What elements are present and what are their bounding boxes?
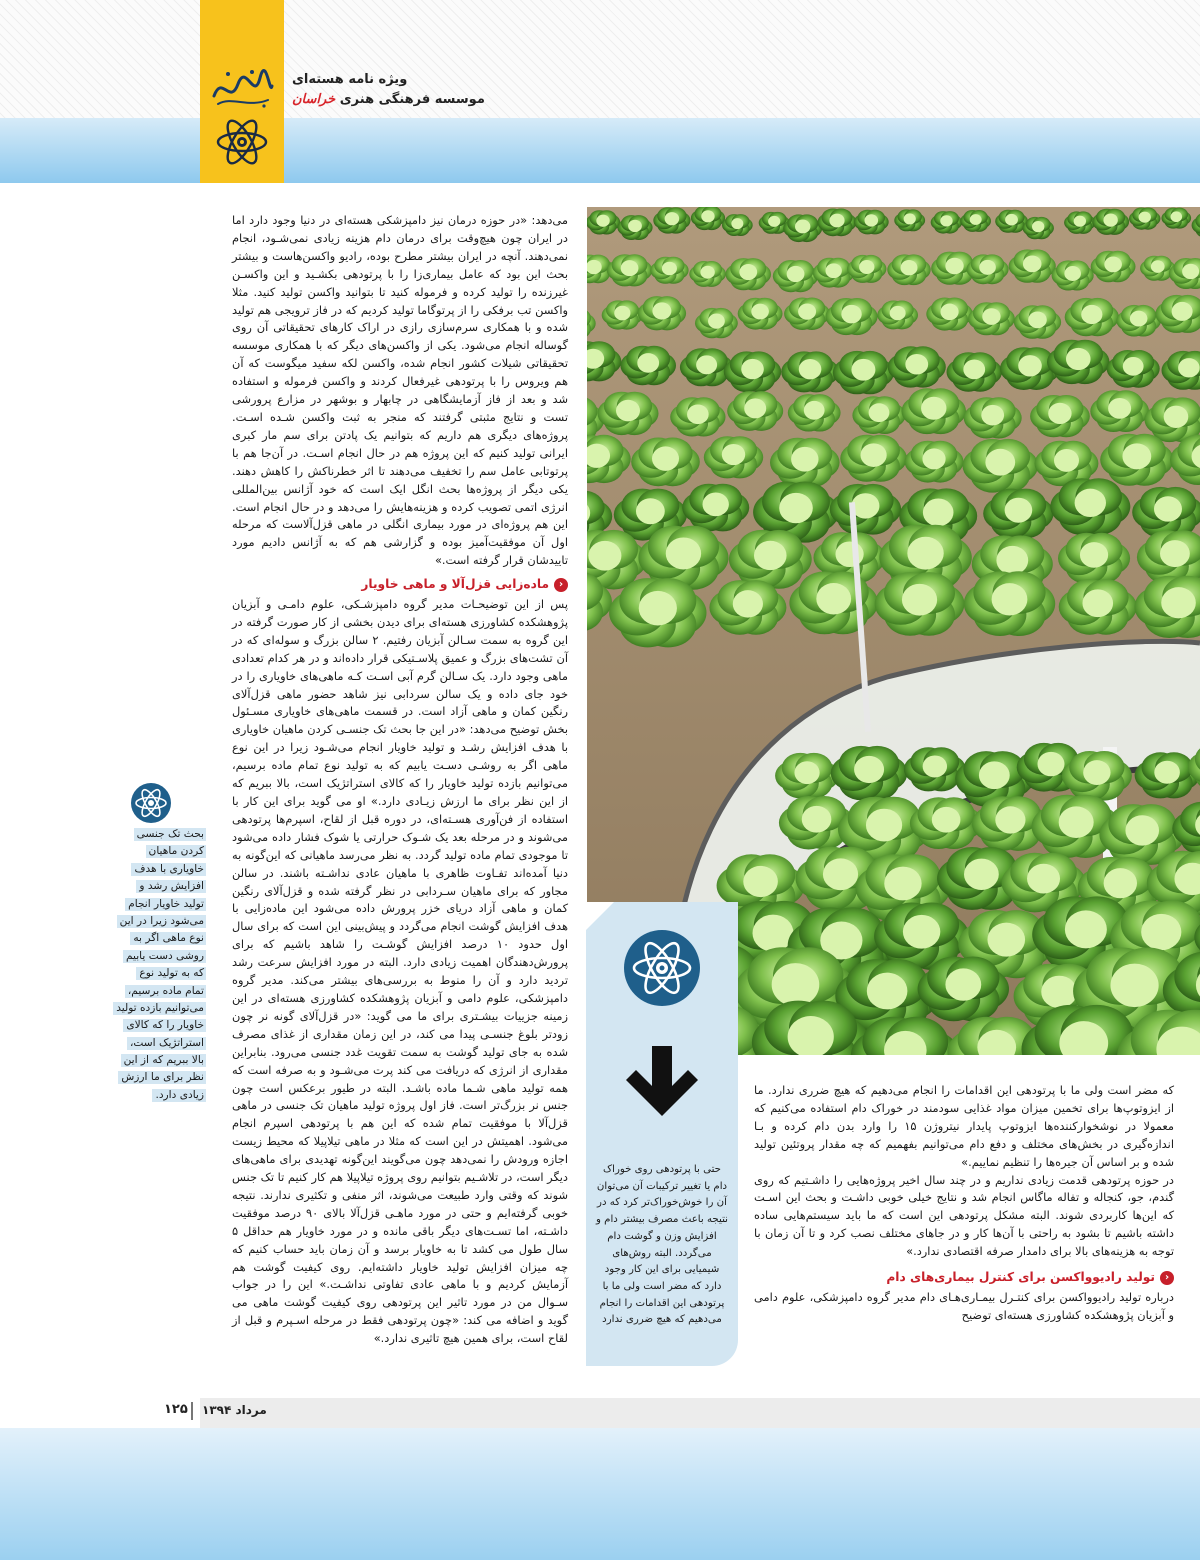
footer-divider (191, 1402, 193, 1420)
pull-quote-line (94, 1087, 206, 1104)
pull-quote-line (94, 1000, 206, 1017)
pull-quote-line (94, 965, 206, 982)
header-title: ویژه نامه هسته‌ای (292, 72, 408, 87)
pull-quote-line-text: بحث تک جنسی (134, 828, 206, 841)
chevron-left-icon: ‹ (554, 578, 568, 592)
pull-quote-line (94, 1069, 206, 1086)
chevron-left-icon: ‹ (1160, 1271, 1174, 1285)
section-heading-vaccine-text: تولید رادیوواکسن برای کنترل بیماری‌های دام (886, 1270, 1155, 1285)
pull-quote-line-text: روشی دست یابیم (123, 950, 206, 963)
main-article-column (232, 212, 568, 1348)
header-blue-strip (0, 118, 1200, 183)
pull-quote-line-text: خاویار را که کالای (123, 1019, 206, 1032)
pull-quote-line (94, 843, 206, 860)
pull-quote-line (94, 1017, 206, 1034)
header-subtitle-prefix: موسسه فرهنگی هنری (339, 92, 485, 107)
pull-quote-line-text: افزایش رشد و (136, 880, 206, 893)
pull-quote-line-text: کردن ماهیان (146, 845, 206, 858)
right-paragraph-1: که مضر است ولی ما با پرتودهی این اقدامات را انجام می‌دهیم که هیچ ضرری ندارد. ما از ایزوتوپ‌ها برای تخمین میزان مواد غذایی سودمند در خوراک دام استفاده می‌کنیم که معمولا در نوشخوارکننده‌ها ایزوتوپ پایدار نیتروژن ۱۵ را وارد بدن دام کرده و بـا اندازه‌گیری در بخش‌های مختلف و دفع دام می‌توانیم بفهمیم که چه مقدار پروتئین تولید شده و بر اساس آن جیره‌ها را تنظیم نماییم.» (754, 1083, 1174, 1169)
pull-quote-line (94, 878, 206, 895)
right-paragraph-3: درباره تولید رادیوواکسن برای کنتـرل بیمـاری‌هـای دام مدیر گروه دامپزشکی، علوم دامی و آبزیان پژوهشکده کشاورزی هسته‌ای توضیح (754, 1289, 1174, 1322)
pull-quote-line-text: که به تولید نوع (136, 967, 206, 980)
pull-quote-line-text: بالا ببریم که از این (121, 1054, 206, 1067)
section-heading-fish-text: ماده‌زایی قزل‌آلا و ماهی خاویار (361, 577, 549, 592)
logo-calligraphy (208, 66, 276, 110)
pull-quote-line-text: استراتژیک است، (127, 1037, 206, 1050)
pull-quote-line (94, 913, 206, 930)
pull-quote-line (94, 948, 206, 965)
section-heading-fish (232, 576, 568, 594)
page-number: ۱۲۵ (164, 1402, 188, 1417)
pull-quote-line-text: زیادی دارد. (152, 1089, 206, 1102)
pull-quote-line-text: تمام ماده برسیم، (125, 985, 206, 998)
issue-date: مرداد ۱۳۹۴ (202, 1403, 267, 1417)
footer-bar (200, 1398, 1200, 1428)
pull-quote-line-text: می‌توانیم بازده تولید (113, 1002, 206, 1015)
footer-blue-band (0, 1428, 1200, 1560)
pull-quote-line (94, 1052, 206, 1069)
right-paragraph-2: در حوزه پرتودهی قدمت زیادی نداریم و در چند سال اخیر پروژه‌هایی را داشـتیم که روی گندم، جو، کنجاله و تفاله ماگاس انجام شد و نتایج خیلی خوبی داشـت و بحث این اسـت که این‌ها کاربردی شوند. البته مشکل پرتودهی این است که ما باید سیستم‌هایی ساده داشته باشیم تا بشود به راحتی با آن‌ها کار و در جاهای مختلف نصب کرد و تا آن زمان با توجه به هزینه‌های بالا برای دامدار صرفه اقتصادی ندارد.» (754, 1172, 1174, 1259)
section-heading-vaccine (754, 1269, 1174, 1287)
pull-quote (94, 826, 206, 1104)
callout-corner-fold (586, 902, 614, 930)
magazine-logo-tab (200, 0, 284, 183)
arrow-down-icon (626, 1046, 698, 1120)
pull-quote-line-text: خاویاری با هدف (131, 863, 206, 876)
atom-icon (214, 114, 270, 170)
pull-quote-line (94, 896, 206, 913)
atom-icon (130, 782, 172, 824)
pull-quote-line-text: نظر برای ما ارزش (118, 1071, 206, 1084)
pull-quote-line (94, 826, 206, 843)
pull-quote-line-text: نوع ماهی اگر به (130, 932, 206, 945)
pull-quote-line (94, 1035, 206, 1052)
header-subtitle (292, 92, 485, 107)
main-paragraph-2: پس از این توضیحـات مدیر گروه دامپزشـکی، علوم دامـی و آبزیان پژوهشکده کشاورزی هسته‌ای برای دیدن بخشی از کار صورت گرفته در این گروه به سمت سـالن آبزیان رفتیم. ۲ سالن بزرگ و سوله‌ای که در آن تشت‌های بزرگ و عمیق پلاسـتیکی قرار داده‌اند و در هر کدام تعدادی ماهی وجود دارد. یک سـالن گرم آبی اسـت کـه ماهی‌های خاویاری را در خود جای داده و یک سالن سردابی نیز شاهد حضور ماهی قزل‌آلای رنگین کمان و ماهی آزاد است. در قسمت ماهی‌های خاویاری مسـئول بخش توضیح می‌دهد: «در این جا بحث تک جنسـی کردن ماهیان خاویاری با هدف افزایش رشـد و تولید خاویار انجام می‌شـود زیرا در این نوع ماهی اگر به روشـی دسـت یابیم که به تولید نوع تمام ماده برسیم، می‌توانیم بازده تولید خاویار را که کالای استراتژیک است، بالا ببریم که از این نظر برای ما ارزش زیـادی دارد.» او می گوید برای این کار با استفاده از فن‌آوری هسـته‌ای، در دوره قبل از لقاح، اسپرم‌ها پرتودهی می‌شوند و در مرحله بعد یک شـوک حرارتی یا شوک فشار داده می‌شود تا موجودی تمام ماده تولید گردد. به نظر می‌رسد ماهیانی که این‌گونه به دنیا آمده‌اند تفـاوت ظاهری با ماهیان عادی نداشـته باشند. در سالن مجاور که برای ماهیان سـردابی در نظر گرفته شده و قزل‌آلای رنگین کمان و ماهی آزاد دریای خزر پرورش داده می‌شود این ماده‌زایی با هدف افزایش گوشت انجام می‌گردد و پیش‌بینی این است که برای سال اول حدود ۱۰ درصد افزایش گوشـت را شاهد باشیم که برای پرورش‌دهندگان اهمیت زیادی دارد. البته در مورد افزایش سرعت رشد تردید دارد و آن را منوط به بررسی‌های بیشتر می‌کند. مدیر گروه دامپزشکی، علوم دامی و آبزیان پژوهشکده کشاورزی هسته‌ای در این زمینه جزییات بیشـتری برای ما می گوید: «در قزل‌آلای گونه نر چون زودتر بلوغ جنسـی پیدا می کند، در این زمان مقداری از غذای مصرف شده به جای تولید گوشت به سمت تقویت غدد جنسی می‌رود. بنابراین مقداری از انرژی که دریافت می کند پرت می‌شـود و به صرفه است که همه تولید ماهی شـما ماده باشـد. البته در طیور برعکس است چون جنس نر بزرگ‌تر است. فاز اول پروژه تولید ماهیان تک جنسی در ماهی قزل‌آلا با موفقیت تمام شده که این هم با پرتودهی اسپرم انجام می‌شود. اهمیتش در این است که مثلا در ماهی تیلاپیلا که محیط زیست اجازه ورودش را نمی‌دهد چون می‌گویند این‌گونه تهدیدی برای ماهی‌های دیگر است، در تلاشـیم بتوانیم روی پروژه تیلاپیلا هم کار کنیم تا تک جنس شوند که وقتی وارد طبیعت می‌شوند، اثر منفی و تکثیری ندارند. نتیجه خوبی گرفته‌ایم و حتی در مورد ماهـی قزل‌آلا بالای ۹۰ درصد موفقیت داشـته، اما تسـت‌های دیگر باقی مانده و در مورد خاویار هم حداقل ۵ سال طول می کشد تا به خاویار برسد و آن زمان باید حساب کنیم که چه میزان افزایش تولید خاویار داشته‌ایم. روی کیفیت گوشت هم آزمایش کردیم و با ماهی عادی تفاوتی نداشـت.» این را در جواب سـوال من در مورد تاثیر این پرتودهی روی کیفیت گوشت ماهی می گوید و اضافه می کند: «چون پرتودهی فقط در مرحله اسـپرم و قبل از لقاح است، برای همین هیچ تاثیری ندارد.» (232, 597, 568, 1346)
atom-icon (622, 928, 702, 1008)
pull-quote-line (94, 861, 206, 878)
header-subtitle-accent: خراسان (292, 92, 336, 107)
right-article-column (754, 1082, 1174, 1325)
main-paragraph-1: می‌دهد: «در حوزه درمان نیز دامپزشکی هسته‌ای در دنیا وجود دارد اما در ایران چون هیچ‌وقت برای درمان دام هزینه زیادی نمی‌شـود، انجام نمی‌دهند. آنچه در ایران بیشتر مطرح بوده، رادیو واکسن‌هاست و بیشتر بحث این بود که عامل بیماری‌زا را با پرتودهی بکشـید و این واکسـن غیرزنده را تولید کرده و فرموله کنید تا بتوانید واکسن تولید کنید. مثلا واکسن تب برفکی را از پرتوگاما تولید کردیم که در فاز ترویجی هم تولید شده و با همکاری سرم‌سازی رازی در اراک کارهای تحقیقاتی آن روی گوساله انجام می‌شود. یکی از واکسن‌های دیگر که با همکاری موسسه تحقیقاتی شیلات کشور انجام شده، واکسن لکه سفید میگوست که آن هم ویروس را با پرتودهی غیرفعال کردند و واکسن فرموله و استفاده شد و بعد از فاز آزمایشگاهی در چابهار و بوشهر در مزارع پرورشی تست و نتایج مثبتی گرفتند که منجر به ثبت واکسن شـده اسـت. پروژه‌های دیگری هم داریم که بتوانیم یک پادتن برای سم مار کبری ایرانی تولید کنیم که این پروژه هم در حال انجام اسـت. در آن‌جا هم با پرتوتابی عامل سم را تخفیف می‌دهند تا اثر خطرناکش را کاهش دهند. یکی دیگر از پروژه‌ها بحث انگل ایک است که خود آژانس بین‌المللی انرژی اتمی تصویب کرده و هزینه‌هایش را می‌دهد و در حال انجام است. این هم پروژه‌ای در مورد بیماری انگلی در ماهی قزل‌آلاست که مرحله اول آن موفقیت‌آمیز بوده و گزارشی هم که به آژانس دادیم مورد تاییدشان قرار گرفته است.» (232, 213, 568, 568)
pull-quote-line (94, 930, 206, 947)
pull-quote-line-text: می‌شود زیرا در این (117, 915, 206, 928)
pull-quote-line-text: تولید خاویار انجام (125, 898, 206, 911)
pull-quote-line (94, 983, 206, 1000)
callout-text: حتی با پرتودهی روی خوراک دام یا تغییر ترکیبات آن می‌توان آن را خوش‌خوراک‌تر کرد که در نتیجه باعث مصرف بیشتر دام و افزایش وزن و گوشت دام می‌گردد. البته روش‌های شیمیایی برای این کار وجود دارد که مضر است ولی ما با پرتودهی این اقدامات را انجام می‌دهیم که هیچ ضرری ندارد (596, 1164, 728, 1326)
